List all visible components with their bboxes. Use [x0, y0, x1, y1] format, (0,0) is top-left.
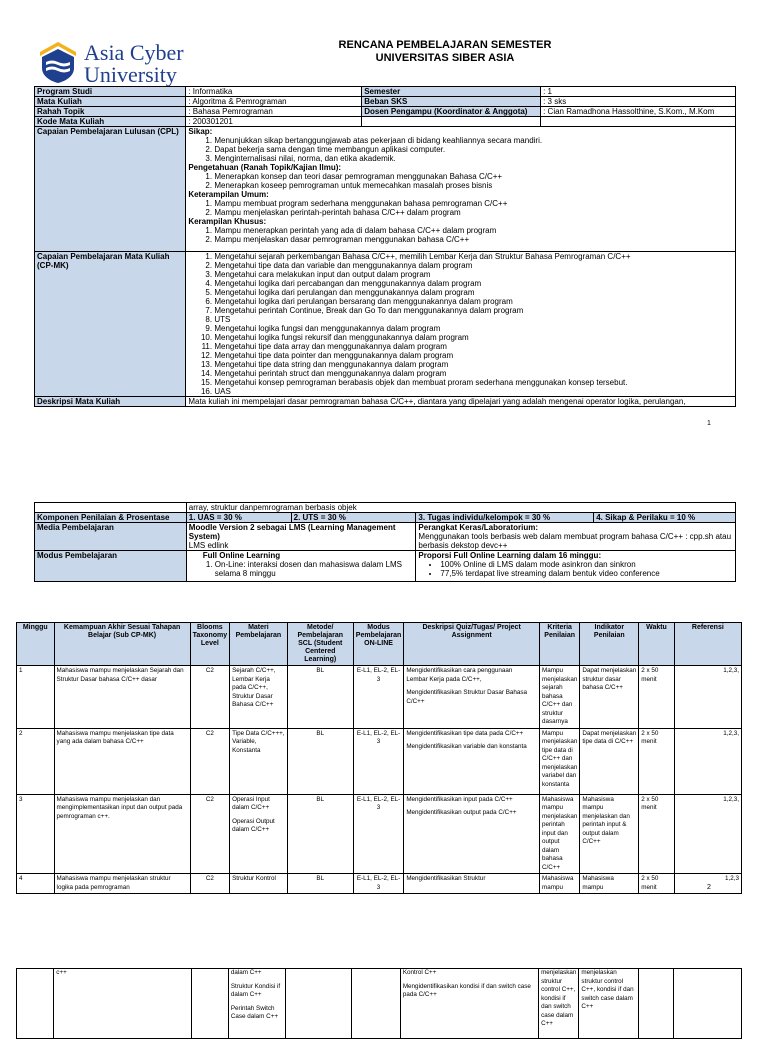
cell-waktu: 2 x 50 menit: [639, 728, 674, 794]
komponen-tugas: 3. Tugas individu/kelompok = 30 %: [416, 513, 594, 523]
label-komponen: Komponen Penilaian & Prosentase: [35, 513, 187, 523]
materi-line: Operasi Input dalam C/C++: [232, 795, 270, 811]
cpmk-list: [188, 252, 733, 396]
value-beban-sks: : 3 sks: [541, 97, 736, 107]
modus-title: Full Online Learning: [202, 551, 281, 560]
deskripsi-text: Mata kuliah ini mempelajari dasar pemrograman bahasa C/C++, diantara yang dipelajari yang adalah mengenai operator logika, perulangan,: [186, 397, 736, 407]
cell-deskripsi: [404, 666, 540, 729]
cell-week: 4: [17, 874, 55, 894]
cell-indikator: Dapat menjelaskan tipe data di C/C++: [580, 728, 639, 794]
cell-bloom: C2: [190, 666, 229, 729]
label-cpl: Capaian Pembelajaran Lulusan (CPL): [35, 127, 186, 252]
deskripsi-line: Lembar Kerja pada C/C++,: [406, 675, 482, 683]
label-cpmk: Capaian Pembelajaran Mata Kuliah (CP-MK): [35, 252, 186, 397]
col-deskripsi: Deskripsi Quiz/Tugas/ Project Assignment: [404, 623, 540, 666]
page-number: 2: [707, 884, 711, 891]
cell-kriteria: menjelaskan struktur control C++, kondisi if dan switch case dalam C++: [539, 969, 579, 1039]
cell-bloom: C2: [190, 874, 229, 894]
cell-materi: Sejarah C/C++, Lembar Kerja pada C/C++, Struktur Dasar Bahasa C/C++: [230, 666, 288, 729]
label-beban-sks: Beban SKS: [362, 97, 541, 107]
col-minggu: Minggu: [17, 623, 55, 666]
cpmk-item: 16. UAS: [214, 387, 733, 396]
col-materi: Materi Pembelajaran: [230, 623, 288, 666]
cpl-sikap-title: Sikap:: [188, 127, 213, 136]
list-item: 1. Menunjukkan sikap bertanggungjawab atas pekerjaan di bidang keahliannya secara mandiri.: [214, 136, 733, 145]
cell-metode: BL: [287, 794, 353, 874]
cell-referensi: 1,2,3: [674, 874, 741, 894]
list-item: 2. Mampu menjelaskan perintah-perintah bahasa C/C++ dalam program: [214, 208, 733, 217]
list-item: • 100% Online di LMS dalam mode asinkron dan sinkron: [440, 560, 733, 569]
label-deskripsi: Deskripsi Mata Kuliah: [35, 397, 186, 407]
document-title: [300, 39, 590, 65]
proporsi-title: Proporsi Full Online Learning dalam 16 minggu:: [418, 551, 602, 560]
cpl-umum-list: [188, 199, 733, 217]
col-modus: Modus Pembelajaran ON-LINE: [353, 623, 404, 666]
cpl-khusus-title: Kerampilan Khusus:: [188, 217, 267, 226]
list-item: 1. Mampu membuat program sederhana menggunakan bahasa pemrograman C/C++: [214, 199, 733, 208]
deskripsi-line: Mengidentifikasikan tipe data pada C/C++: [406, 729, 524, 737]
cell-materi: Tipe Data C/C+++, Variable, Konstanta: [230, 728, 288, 794]
col-waktu: Waktu: [639, 623, 674, 666]
deskripsi-line: Mengidentifikasikan output pada C/C++: [406, 809, 517, 816]
cpmk-item: 5. Mengetahui logika dari perulangan dan menggunakannya dalam program: [214, 288, 733, 297]
list-item: 2. Dapat bekerja sama dengan time membangun aplikasi computer.: [214, 145, 733, 154]
cell-deskripsi: [404, 794, 540, 874]
value-dosen: : Cian Ramadhona Hassolthine, S.Kom., M.Kom: [541, 107, 736, 117]
value-program-studi: : Informatika: [186, 87, 362, 97]
assessment-table: [34, 502, 736, 582]
cell-metode: BL: [287, 874, 353, 894]
proporsi-content: [416, 551, 736, 582]
media-perangkat: Menggunakan tools berbasis web dalam membuat program bahasa C/C++ : cpp.sh atau berbasis dekstop devc++: [418, 532, 732, 550]
deskripsi-continued: array, struktur danpemrograman berbasis objek: [186, 503, 735, 513]
cpmk-item: 4. Mengetahui logika dari percabangan dan menggunakannya dalam program: [214, 279, 733, 288]
label-rumpun: Rahah Topik: [35, 107, 186, 117]
cpmk-content: [186, 252, 736, 397]
cell-materi: [228, 969, 285, 1039]
col-kriteria: Kriteria Penilaian: [539, 623, 579, 666]
list-item: 2. Menerapkan koseep pemrograman untuk memecahkan masalah proses bisnis: [214, 181, 733, 190]
cell-kriteria: Mahasiswa mampu menjelaskan perintah input dan output dalam bahasa C/C++: [539, 794, 579, 874]
cpmk-item: 14. Mengetahui perintah struct dan menggunakannya dalam program: [214, 369, 733, 378]
cpmk-item: 2. Mengetahui tipe data dan variable dan menggunakannya dalam program: [214, 261, 733, 270]
deskripsi-line: Kontrol C++: [402, 969, 437, 976]
cpmk-item: 10. Mengetahui logika fungsi rekursif dan menggunakannya dalam program: [214, 333, 733, 342]
cell-deskripsi: [404, 728, 540, 794]
cell-week: 2: [17, 728, 55, 794]
cell-kriteria: Mahasiswa mampu: [539, 874, 579, 894]
table-row: [17, 794, 742, 874]
cell-kriteria: Mampu menjelaskan sejarah bahasa C/C++ dan struktur dasarnya: [539, 666, 579, 729]
materi-line: Operasi Output dalam C/C++: [232, 817, 275, 833]
cell-kriteria: Mampu menjelaskan tipe data di C/C++ dan menjelaskan variabel dan konstanta: [539, 728, 579, 794]
title-university: UNIVERSITAS SIBER ASIA: [375, 52, 515, 64]
cell-kemampuan: c++: [54, 969, 191, 1039]
cell-waktu: 2 x 50 menit: [639, 874, 674, 894]
cell-kemampuan: Mahasiswa mampu menjelaskan tipe data yang ada dalam bahasa C/C++: [54, 728, 190, 794]
label-semester: Semester: [362, 87, 541, 97]
title-rps: RENCANA PEMBELAJARAN SEMESTER: [338, 39, 552, 51]
deskripsi-line: Mengidentifikasikan cara penggunaan: [406, 667, 513, 674]
list-item: 1. Menerapkan konsep dan teori dasar pemrograman menggunakan Bahasa C/C++: [214, 172, 733, 181]
komponen-uts: 2. UTS = 30 %: [291, 513, 416, 523]
cell-deskripsi: [400, 969, 538, 1039]
media-hardware: [416, 523, 736, 551]
cell-metode: BL: [287, 728, 353, 794]
cell-indikator: Dapat menjelaskan struktur dasar bahasa C/C++: [580, 666, 639, 729]
media-lms: LMS edlink: [188, 541, 229, 550]
cell-week: 3: [17, 794, 55, 874]
asia-cyber-university-logo: [38, 40, 78, 84]
modus-list: [189, 560, 414, 578]
cell-modus: E-L1, EL-2, EL-3: [353, 794, 404, 874]
cell-bloom: C2: [190, 794, 229, 874]
cell-referensi: 1,2,3,: [674, 728, 741, 794]
media-perangkat-title: Perangkat Keras/Laboratorium:: [418, 523, 539, 532]
cell-indikator: Mahasiswa mampu: [580, 874, 639, 894]
cpl-umum-title: Keterampilan Umum:: [188, 190, 269, 199]
rps-info-table: [34, 86, 736, 407]
cell-materi: [230, 794, 288, 874]
list-item: 3. Menginternalisasi nilai, norma, dan etika akademik.: [214, 154, 733, 163]
value-mata-kuliah: : Algoritma & Pemrograman: [186, 97, 362, 107]
cpl-sikap-list: [188, 136, 733, 163]
logo-text-line2: University: [84, 62, 177, 87]
cell-modus: E-L1, EL-2, EL-3: [353, 874, 404, 894]
table-row: [17, 969, 742, 1039]
cell-metode: BL: [287, 666, 353, 729]
table-row: [17, 874, 742, 894]
list-item: 1. Mampu menerapkan perintah yang ada di dalam bahasa C/C++ dalam program: [214, 226, 733, 235]
cell-kemampuan: Mahasiswa mampu menjelaskan struktur logika pada pemrograman: [54, 874, 190, 894]
cpmk-item: 13. Mengetahui tipe data string dan menggunakannya dalam program: [214, 360, 733, 369]
cpmk-item: 1. Mengetahui sejarah perkembangan Bahasa C/C++, memilih Lembar Kerja dan Struktur Bahasa Pemrograman C/C++: [214, 252, 733, 261]
komponen-uas: 1. UAS = 30 %: [186, 513, 291, 523]
cell-referensi: 1,2,3,: [674, 666, 741, 729]
media-moodle: Moodle Version 2 sebagai LMS (Learning Management System): [188, 523, 396, 541]
cell-bloom: C2: [190, 728, 229, 794]
materi-line: Perintah Switch Case dalam C++: [230, 1004, 279, 1020]
cell-materi: Struktur Kontrol: [230, 874, 288, 894]
label-media: Media Pembelajaran: [35, 523, 187, 551]
cell-modus: E-L1, EL-2, EL-3: [353, 666, 404, 729]
cpmk-item: 15. Mengetahui konsep pemrograman berabasis objek dan membuat proram sederhana menggunakan konsep tersebut.: [214, 378, 733, 387]
label-mata-kuliah: Mata Kuliah: [35, 97, 186, 107]
komponen-sikap: 4. Sikap & Perilaku = 10 %: [594, 513, 736, 523]
cpmk-item: 3. Mengetahui cara melakukan input dan output dalam program: [214, 270, 733, 279]
cell-waktu: 2 x 50 menit: [639, 794, 674, 874]
cell-waktu: 2 x 50 menit: [639, 666, 674, 729]
table-row: [17, 666, 742, 729]
cpmk-item: 6. Mengetahui logika dari perulangan bersarang dan menggunakannya dalam program: [214, 297, 733, 306]
cpmk-item: 9. Mengetahui logika fungsi dan menggunakannya dalam program: [214, 324, 733, 333]
value-rumpun: : Bahasa Pemrograman: [186, 107, 362, 117]
cpmk-item: 12. Mengetahui tipe data pointer dan menggunakannya dalam program: [214, 351, 733, 360]
col-metode: Metode/ Pembelajaran SCL (Student Centered Learning): [287, 623, 353, 666]
deskripsi-line: Mengidentifikasikan input pada C/C++: [406, 795, 513, 803]
cell-referensi: 1,2,3,: [674, 794, 741, 874]
cell-kemampuan: Mahasiswa mampu menjelaskan Sejarah dan Struktur Dasar bahasa C/C++ dasar: [54, 666, 190, 729]
materi-line: dalam C++: [230, 969, 262, 976]
list-item: 1. On-Line: interaksi dosen dan mahasiswa dalam LMS selama 8 minggu: [215, 560, 414, 578]
col-kemampuan: Kemampuan Akhir Sesuai Tahapan Belajar (Sub CP-MK): [54, 623, 190, 666]
deskripsi-line: Mengidentifikasikan Struktur Dasar Bahasa C/C++: [406, 689, 528, 705]
cell-week: 1: [17, 666, 55, 729]
col-bloom: Blooms Taxonomy Level: [190, 623, 229, 666]
col-indikator: Indikator Penilaian: [580, 623, 639, 666]
schedule-header-row: [17, 623, 742, 666]
weekly-schedule-table-continued: [16, 968, 742, 1039]
value-semester: : 1: [541, 87, 736, 97]
label-kode-mk: Kode Mata Kuliah: [35, 117, 186, 127]
cell-kemampuan: Mahasiswa mampu menjelaskan dan mengimplementasikan input dan output pada pemrograman c++.: [54, 794, 190, 874]
cpmk-item: 7. Mengetahui perintah Continue, Break dan Go To dan menggunakannya dalam program: [214, 306, 733, 315]
col-referensi: Referensi: [674, 623, 741, 666]
cpmk-item: 11. Mengetahui tipe data array dan menggunakannya dalam program: [214, 342, 733, 351]
value-kode-mk: : 200301201: [186, 117, 362, 127]
materi-line: Struktur Kondisi if dalam C++: [230, 982, 281, 998]
page-number: 1: [707, 420, 711, 427]
cell-modus: E-L1, EL-2, EL-3: [353, 728, 404, 794]
modus-content: [186, 551, 416, 582]
deskripsi-line: Mengidentifikasikan kondisi if dan switch case pada C/C++: [402, 982, 531, 998]
cpl-khusus-list: [188, 226, 733, 244]
cell-indikator: Mahasiswa mampu menjelaskan dan perintah input & output dalam C/C++: [580, 794, 639, 874]
label-dosen: Dosen Pengampu (Koordinator & Anggota): [362, 107, 541, 117]
label-modus: Modus Pembelajaran: [35, 551, 187, 582]
media-software: [186, 523, 416, 551]
label-program-studi: Program Studi: [35, 87, 186, 97]
cell-deskripsi: Mengidentifikasikan Struktur: [404, 874, 540, 894]
list-item: 2. Mampu menjelaskan dasar pemrograman menggunakan bahasa C/C++: [214, 235, 733, 244]
cpl-pengetahuan-list: [188, 172, 733, 190]
cpmk-item: 8. UTS: [214, 315, 733, 324]
logo-text-line1: Asia Cyber: [84, 40, 184, 65]
proporsi-list: [418, 560, 733, 578]
deskripsi-line: Mengidentifikasikan variable dan konstanta: [406, 743, 527, 750]
table-row: [17, 728, 742, 794]
cpl-content: [186, 127, 736, 252]
list-item: • 77,5% terdapat live streaming dalam bentuk video conference: [440, 569, 733, 578]
cell-indikator: menjelaskan struktur control C++, kondisi if dan switch case dalam C++: [579, 969, 639, 1039]
cpl-pengetahuan-title: Pengetahuan (Ranah Topik/Kajian Ilmu):: [188, 163, 342, 172]
weekly-schedule-table: [16, 622, 742, 894]
